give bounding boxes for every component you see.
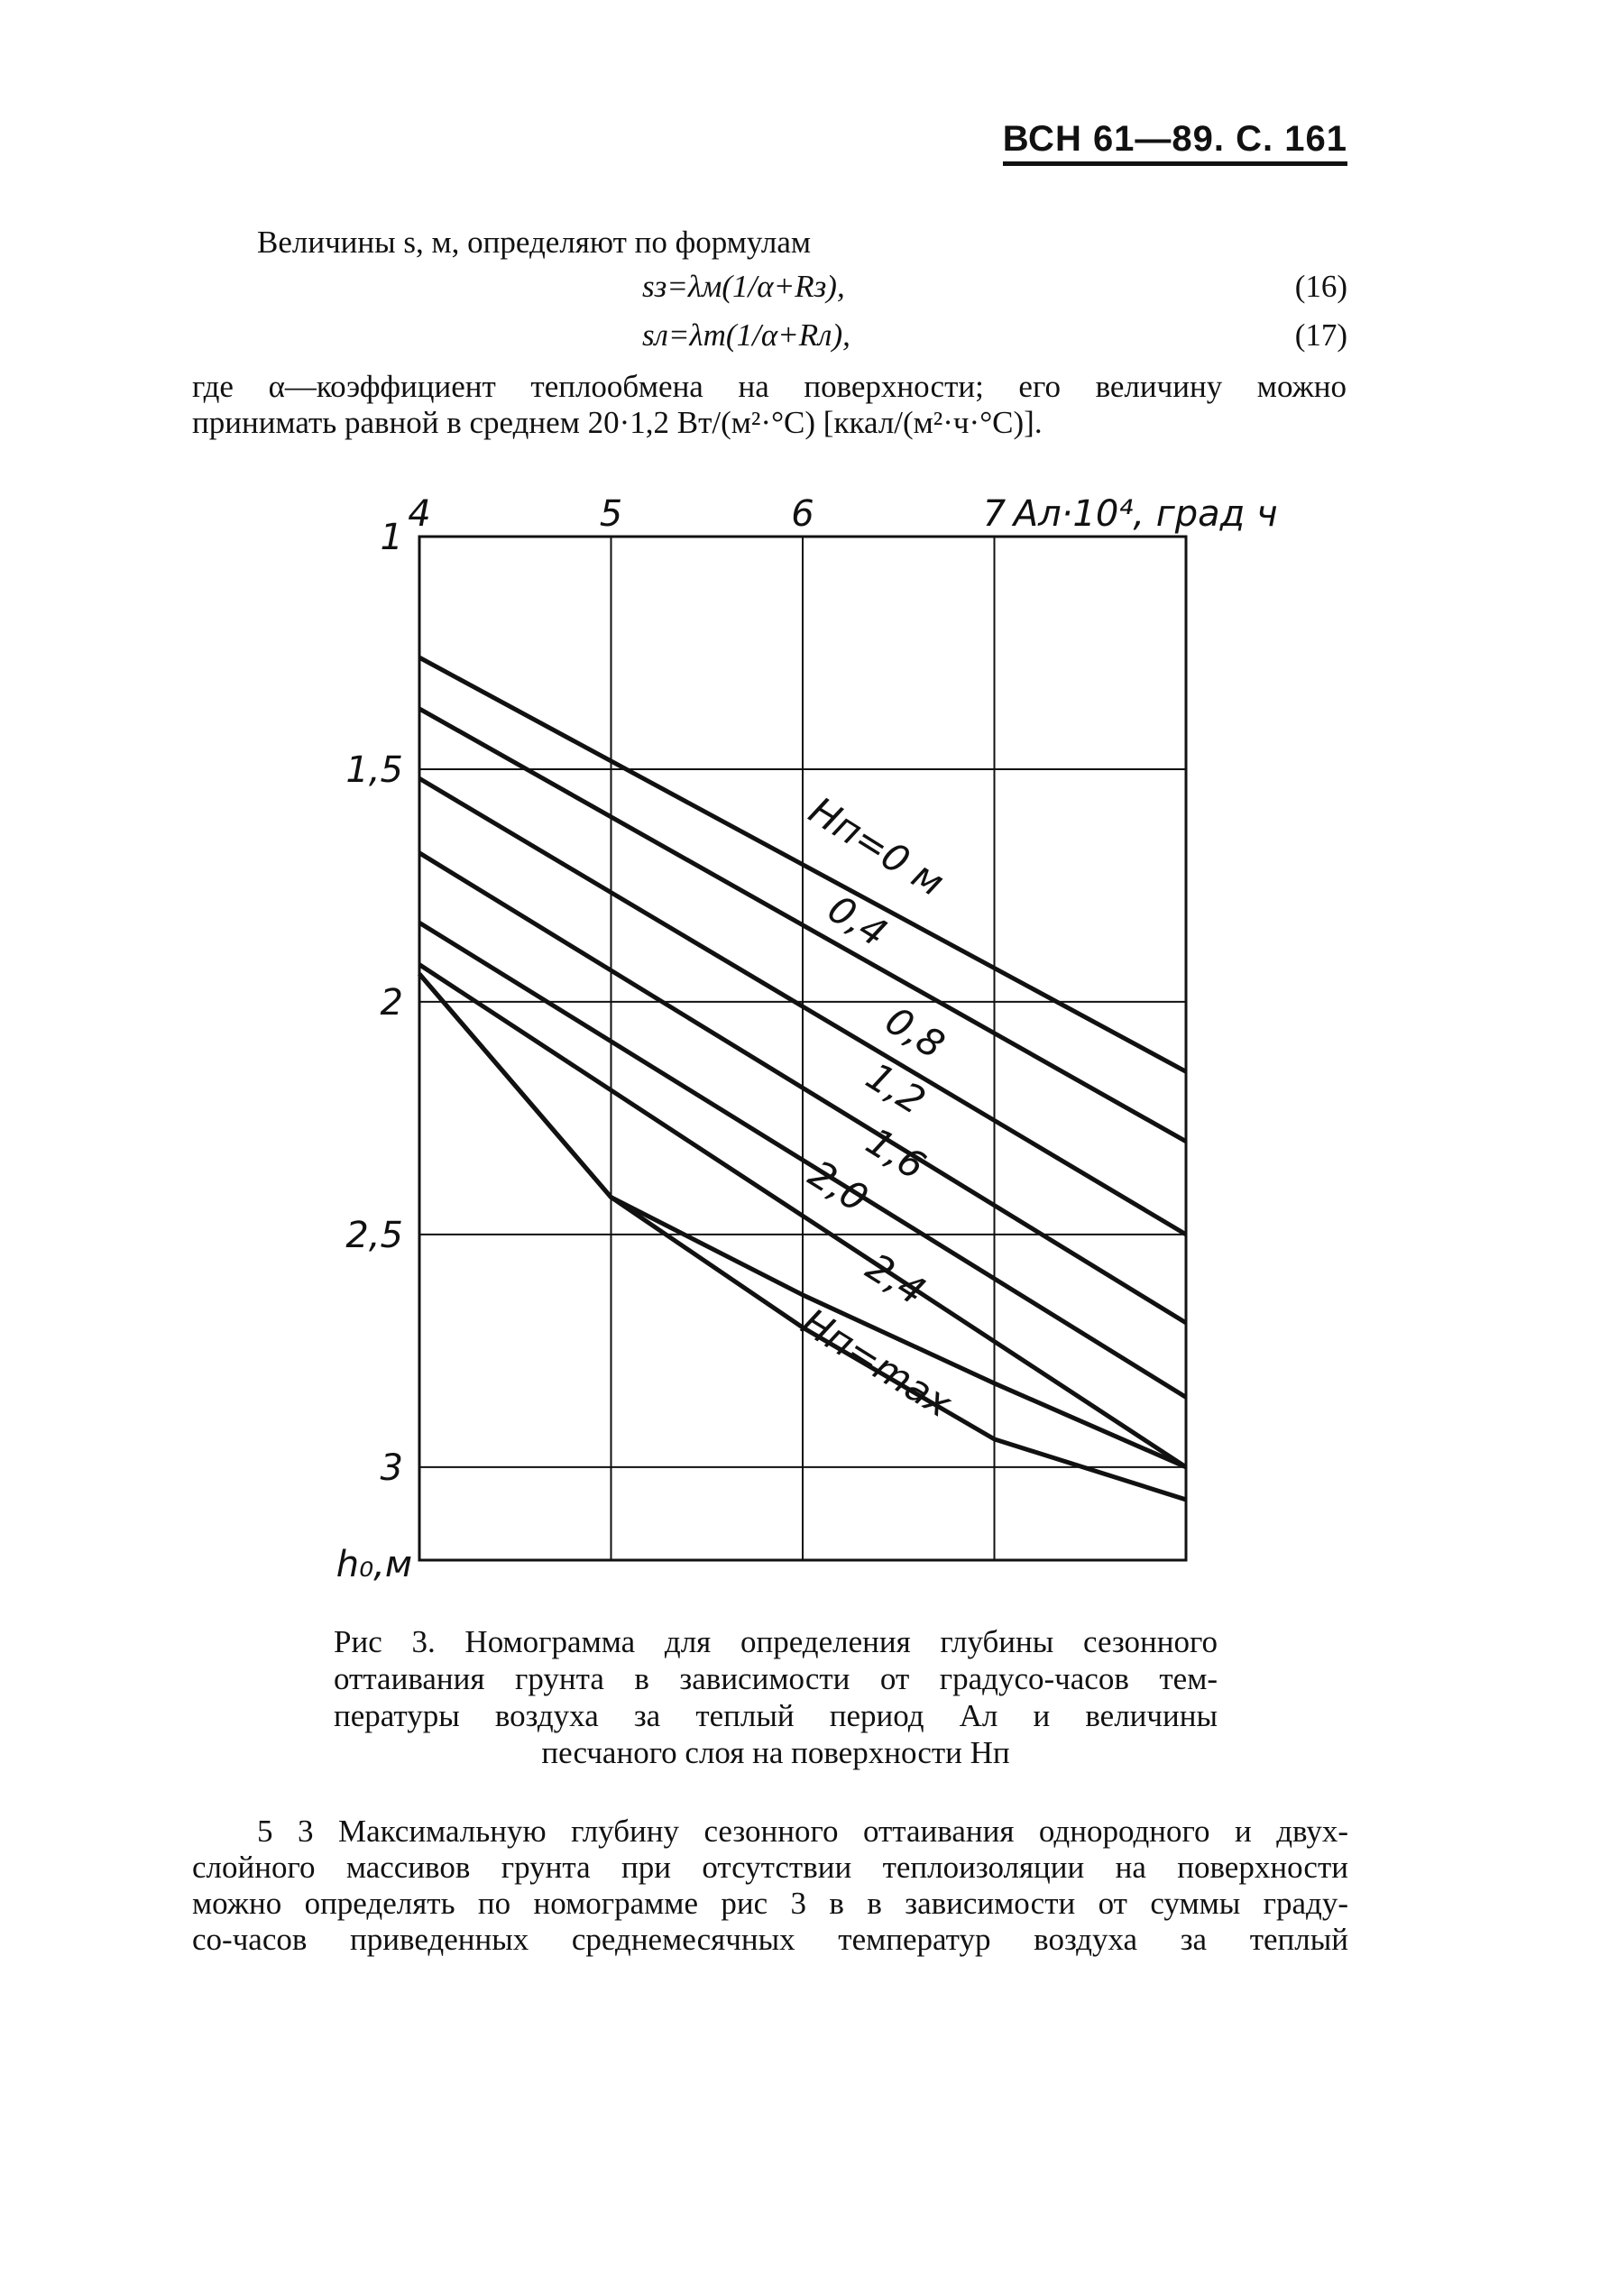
formula-17: sл=λт(1/α+Rл),	[642, 317, 850, 353]
caption-line: Рис 3. Номограмма для определения глубины сезонного	[334, 1624, 1218, 1659]
caption-line: оттаивания грунта в зависимости от градусо-часов тем-	[334, 1661, 1218, 1696]
x-tick-label: 4	[408, 493, 431, 535]
y-tick-label: 2	[380, 981, 403, 1024]
formula-16: sз=λм(1/α+Rз),	[642, 269, 845, 304]
series-label: Hп=max	[794, 1300, 960, 1427]
y-tick-label: 1	[380, 517, 403, 558]
y-tick-label: 3	[380, 1446, 403, 1489]
y-tick-label: 2,5	[345, 1214, 403, 1256]
body-line-2: слойного массивов грунта при отсутствии теплоизоляции на поверхности	[192, 1850, 1348, 1885]
x-tick-label: 5	[599, 493, 623, 535]
series-label: 2,4	[859, 1244, 933, 1314]
where-line-1: где α—коэффициент теплообмена на поверхности; его величину можно	[192, 369, 1347, 404]
series-label: 1,6	[859, 1118, 933, 1189]
x-axis-label: Aл·10⁴, град ч	[1013, 493, 1278, 535]
y-tick-label: 1,5	[345, 748, 403, 791]
nomogram-chart	[298, 478, 1290, 1587]
series-label: Hп=0 м	[801, 787, 952, 905]
formula-17-number: (17)	[1294, 317, 1347, 353]
caption-line: пературы воздуха за теплый период Aл и величины	[334, 1698, 1218, 1733]
series-label: 0,8	[878, 997, 952, 1068]
y-axis-label: h₀,м	[336, 1544, 412, 1585]
x-tick-label: 7	[982, 493, 1007, 535]
x-tick-label: 6	[791, 493, 814, 535]
body-line-3: можно определять по номограмме рис 3 в в зависимости от суммы граду-	[192, 1886, 1348, 1921]
figure-caption	[334, 1623, 1218, 1771]
series-label: 2,0	[801, 1151, 876, 1221]
series-label: 1,2	[859, 1053, 933, 1124]
body-line-4: со-часов приведенных среднемесячных температур воздуха за теплый	[192, 1922, 1348, 1957]
formula-16-number: (16)	[1294, 269, 1347, 304]
where-line-2: принимать равной в среднем 20·1,2 Вт/(м²·°С) [ккал/(м²·ч·°С)].	[192, 405, 1043, 440]
series-label: 0,4	[820, 886, 896, 956]
body-line-1: 5 3 Максимальную глубину сезонного оттаивания однородного и двух-	[257, 1814, 1348, 1849]
caption-line: песчаного слоя на поверхности Hп	[541, 1735, 1010, 1770]
intro-text: Величины s, м, определяют по формулам	[257, 225, 812, 260]
page-header: ВСН 61—89. С. 161	[1003, 119, 1347, 166]
